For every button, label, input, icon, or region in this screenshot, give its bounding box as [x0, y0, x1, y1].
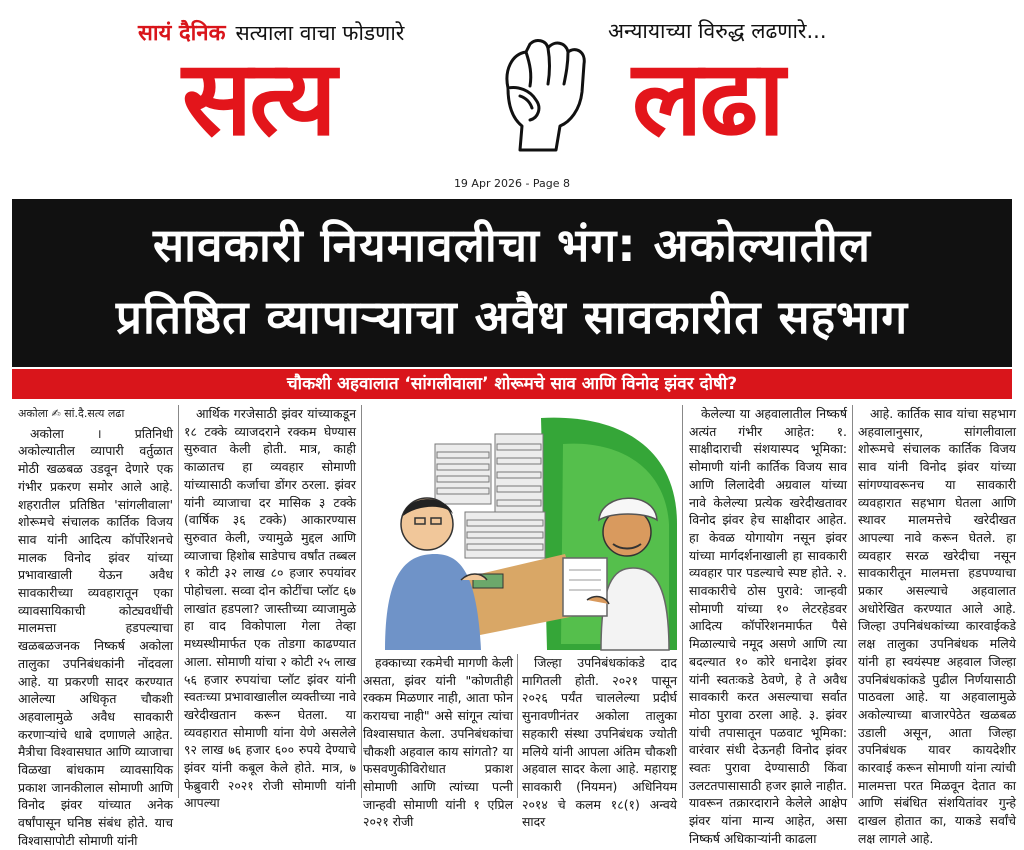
tagline-truth: सत्याला वाचा फोडणारे	[235, 21, 405, 45]
column-divider	[178, 405, 179, 798]
article-column-4	[522, 654, 677, 830]
masthead-tagline-right: अन्यायाच्या विरुद्ध लढणारे...	[608, 19, 827, 43]
headline-line-1: सावकारी नियमावलीचा भंग: अकोल्यातील	[153, 218, 871, 272]
column-divider	[361, 405, 362, 798]
column-6-text: आहे. कार्तिक साव यांचा सहभाग अहवालानुसार, सांगलीवाला शोरूमचे संचालक कार्तिक विजय साव यांनी विनोद झंवर यांच्या सांगण्यावरूनच या सावकारी व्यवहारात सहभाग घेतला आणि स्थावर मालमत्तेचे खरेदीखत आपल्या नावे करून घेतले. हा व्यवहार सरळ खरेदीचा नसून सावकारीतून मालमत्ता हडपण्याचा प्रकार असल्याचे अहवालात अधोरेखित करण्यात आले आहे. जिल्हा उपनिबंधकांच्या कारवाईकडे लक्ष तालुका उपनिबंधक मलिये यांनी हा स्वयंस्पष्ट अहवाल जिल्हा उपनिबंधकांकडे पुढील निर्णयासाठी पाठवला आहे. या अहवालामुळे अकोल्याच्या बाजारपेठेत खळबळ उडाली असून, आता जिल्हा उपनिबंधक यावर कायदेशीर कारवाई करून सोमाणी यांना त्यांची मालमत्ता परत मिळवून देतात का आणि संबंधित संशयितांवर गुन्हे दाखल होतात का, याकडे सर्वांचे लक्ष लागले आहे.	[858, 406, 1016, 846]
dateline: 19 Apr 2026 - Page 8	[453, 177, 571, 190]
column-2-text: आर्थिक गरजेसाठी झंवर यांच्याकडून १८ टक्के व्याजदराने रक्कम घेण्यास सुरुवात केली होती. मात्र, काही काळातच हा व्यवहार सोमाणी यांच्यासाठी कर्जाचा डोंगर ठरला. झंवर यांनी व्याजाचा दर मासिक ३ टक्के (वार्षिक ३६ टक्के) आकारण्यास सुरुवात केली, ज्यामुळे मुद्दल आणि व्याजाचा हिशोब साडेपाच वर्षांत तब्बल १ कोटी ३२ लाख ८० हजार रुपयांवर पोहोचला. सव्वा दोन कोटींचा प्लॉट ६७ लाखांत हडपला? जास्तीच्या व्याजामुळे हा वाद विकोपाला गेला तेव्हा मध्यस्थीमार्फत एक तोडगा काढण्यात आला. सोमाणी यांचा २ कोटी २५ लाख ५६ हजार रुपयांचा प्लॉट झंवर यांनी स्वतःच्या प्रभावाखालील व्यक्तीच्या नावे खरेदीखतान करून घेतला. या व्यवहारात सोमाणी यांना येणे असलेले ९२ लाख ७६ हजार ६०० रुपये देण्याचे झंवर यांनी कबूल केले होते. मात्र, ७ फेब्रुवारी २०२१ रोजी सोमाणी यांनी आपल्या	[184, 406, 356, 811]
column-divider	[682, 405, 683, 798]
column-divider	[852, 405, 853, 798]
newspaper-name-left: सत्य	[182, 37, 334, 159]
headline-box	[12, 199, 1012, 367]
moneylender-illustration	[365, 404, 677, 650]
headline-line-2: प्रतिष्ठित व्यापाऱ्याचा अवैध सावकारीत सहभाग	[115, 290, 909, 344]
article-column-2	[184, 405, 356, 811]
newspaper-name-right: लढा	[632, 37, 783, 159]
masthead	[0, 0, 1024, 172]
tagline-evening-daily: सायं दैनिक	[138, 21, 226, 46]
column-5-text: केलेल्या या अहवालातील निष्कर्ष अत्यंत गंभीर आहेत: १. साक्षीदाराची संशयास्पद भूमिका: सोमाणी यांनी कार्तिक विजय साव आणि लिलादेवी अग्रवाल यांच्या नावे केलेल्या प्रत्येक खरेदीखतावर विनोद झंवर हेच साक्षीदार आहेत. हा केवळ योगायोग नसून झंवर यांच्या मार्गदर्शनाखाली हा सावकारी व्यवहार पार पडल्याचे स्पष्ट होते. २. सावकारीचे ठोस पुरावे: जान्हवी सोमाणी यांच्या १० लेटरहेडवर आदित्य कॉर्पोरेशनमार्फत पैसे मिळाल्याचे नमूद असणे आणि त्या बदल्यात १० कोरे धनादेश झंवर यांनी स्वतःकडे ठेवणे, हे ते अवैध सावकारी करत असल्याचा सर्वात मोठा पुरावा ठरला आहे. ३. झंवर यांची तपासातून पळवाट भूमिका: वारंवार संधी देऊनही विनोद झंवर स्वतः पुरावा देण्यासाठी किंवा उलटतपासासाठी हजर झाले नाहीत. यावरून तक्रारदाराने केलेले आक्षेप झंवर यांना मान्य आहेत, असा निष्कर्ष अधिकाऱ्यांनी काढला	[689, 406, 847, 846]
column-4-text: जिल्हा उपनिबंधकांकडे दाद मागितली होती. २०२१ पासून २०२६ पर्यंत चाललेल्या प्रदीर्घ सुनावणीनंतर अकोला तालुका सहकारी संस्था उपनिबंधक ज्योती मलिये यांनी आपला अंतिम चौकशी अहवाल सादर केला आहे. महाराष्ट्र सावकारी (नियमन) अधिनियम २०१४ चे कलम १८(१) अन्वये सादर	[522, 655, 677, 830]
column-divider	[517, 654, 518, 798]
article-column-3	[363, 654, 513, 830]
article-column-6	[858, 405, 1016, 846]
raised-fist-icon	[486, 30, 598, 152]
article-column-1	[18, 405, 173, 848]
column-1-text: अकोला । प्रतिनिधी अकोल्यातील व्यापारी वर्तुळात मोठी खळबळ उडवून देणारे एक गंभीर प्रकरण समोर आले आहे. शहरातील प्रतिष्ठित 'सांगलीवाला' शोरूमचे संचालक कार्तिक विजय साव यांनी आदित्य कॉर्पोरेशनचे मालक विनोद झंवर यांच्या प्रभावाखाली येऊन अवैध सावकारीच्या व्यवहारातून एका व्यावसायिकाची कोट्यवधींची मालमत्ता हडपल्याचा खळबळजनक निष्कर्ष अकोला तालुका उपनिबंधकांनी नोंदवला आहे. या प्रकरणी सादर करण्यात आलेल्या अधिकृत चौकशी अहवालामुळे अवैध सावकारी करणाऱ्यांचे धाबे दणाणले आहेत. मैत्रीचा विश्वासघात आणि व्याजाचा विळखा बांधकाम व्यावसायिक प्रकाश जानकीलाल सोमाणी आणि विनोद झंवर यांच्यात अनेक वर्षांपासून घनिष्ठ संबंध होते. याच विश्वासापोटी सोमाणी यांनी	[18, 425, 173, 848]
byline: अकोला ✍ सां.दै.सत्य लढा	[18, 407, 125, 420]
column-3-text: हक्काच्या रकमेची मागणी केली असता, झंवर यांनी "कोणतीही रक्कम मिळणार नाही, आता फोन करायचा नाही" असे सांगून त्यांचा विश्वासघात केला. उपनिबंधकांचा चौकशी अहवाल काय सांगतो? या फसवणुकीविरोधात प्रकाश सोमाणी आणि त्यांच्या पत्नी जान्हवी सोमाणी यांनी १ एप्रिल २०२१ रोजी	[363, 655, 513, 830]
subheadline: चौकशी अहवालात ‘सांगलीवाला’ शोरूमचे साव आणि विनोद झंवर दोषी?	[12, 369, 1012, 399]
article-column-5	[689, 405, 847, 846]
